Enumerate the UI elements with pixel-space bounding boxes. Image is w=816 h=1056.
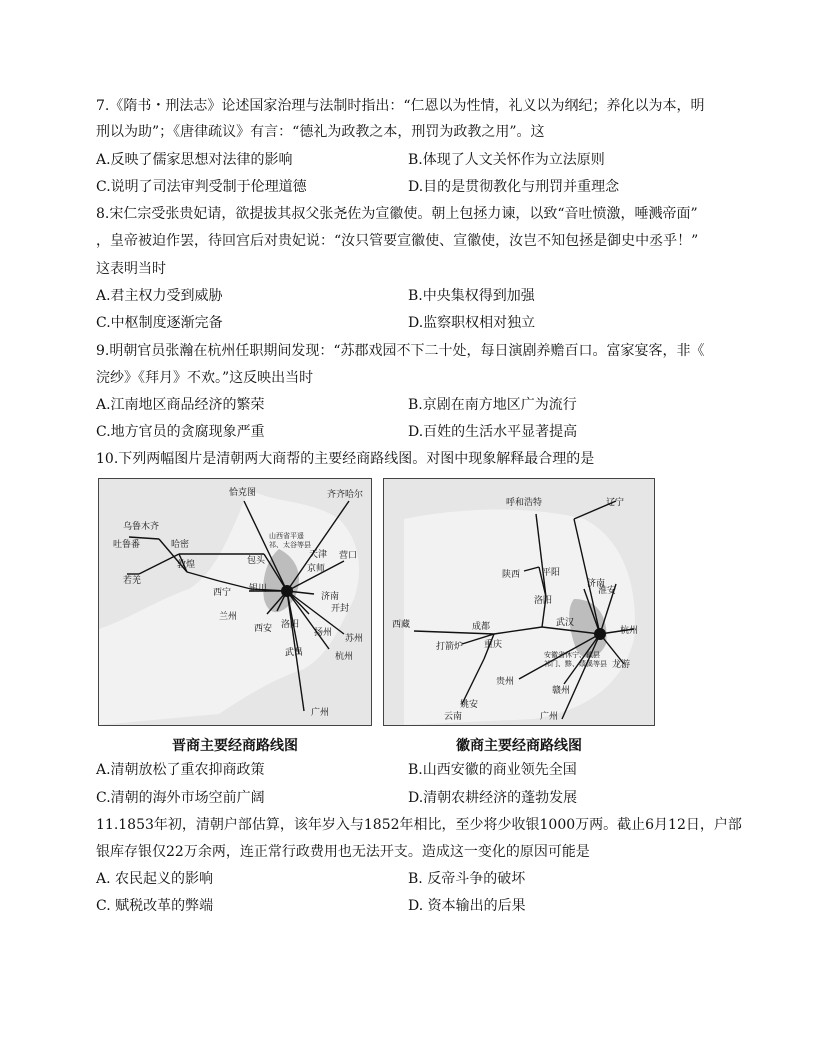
svg-text:扬州: 扬州: [314, 628, 333, 638]
svg-text:山西省平遥: 山西省平遥: [269, 532, 304, 540]
svg-text:天津: 天津: [309, 550, 328, 560]
svg-text:若羌: 若羌: [123, 576, 142, 586]
hui-merchant-route-map: [383, 478, 655, 726]
q9-option-d[interactable]: D.百姓的生活水平显著提高: [408, 424, 578, 440]
svg-text:兰州: 兰州: [219, 612, 238, 622]
svg-text:洛阳: 洛阳: [281, 620, 300, 630]
svg-text:云南: 云南: [444, 712, 463, 722]
svg-text:西藏: 西藏: [392, 620, 411, 630]
q10-option-b[interactable]: B.山西安徽的商业领先全国: [408, 762, 577, 778]
jin-map-caption: 晋商主要经商路线图: [172, 738, 298, 754]
svg-text:吐鲁番: 吐鲁番: [113, 540, 141, 550]
q7-option-b[interactable]: B.体现了人文关怀作为立法原则: [408, 152, 605, 168]
q7-option-a[interactable]: A.反映了儒家思想对法律的影响: [96, 152, 293, 168]
svg-text:呼和浩特: 呼和浩特: [506, 498, 543, 508]
svg-text:银川: 银川: [249, 584, 268, 594]
q9-option-b[interactable]: B.京剧在南方地区广为流行: [408, 397, 577, 413]
svg-text:开封: 开封: [331, 604, 350, 614]
q11-option-b[interactable]: B. 反帝斗争的破坏: [408, 871, 526, 887]
q10-stem-line1: 10.下列两幅图片是清朝两大商帮的主要经商路线图。对图中现象解释最合理的是: [96, 451, 595, 467]
svg-text:西安: 西安: [254, 624, 273, 634]
q10-option-d[interactable]: D.清朝农耕经济的蓬勃发展: [408, 790, 578, 806]
jin-merchant-route-map: [98, 478, 372, 726]
svg-text:淮安: 淮安: [598, 586, 617, 596]
svg-text:齐齐哈尔: 齐齐哈尔: [327, 490, 364, 500]
q7-option-d[interactable]: D.目的是贯彻教化与刑罚并重理念: [408, 179, 620, 195]
svg-text:打箭炉: 打箭炉: [436, 642, 464, 652]
q8-stem-line2: ，皇帝被迫作罢，待回宫后对贵妃说：“汝只管要宣徽使、宣徽使，汝岂不知包拯是御史中丞乎！”: [96, 233, 699, 249]
svg-text:武昌: 武昌: [285, 648, 304, 658]
q9-stem-line2: 浣纱》《拜月》不欢。”这反映出当时: [96, 370, 314, 386]
svg-text:哈密: 哈密: [171, 540, 190, 550]
svg-text:西宁: 西宁: [213, 588, 232, 598]
svg-text:平阳: 平阳: [542, 568, 561, 578]
svg-text:济南: 济南: [321, 592, 340, 602]
svg-text:祁、太谷等县: 祁、太谷等县: [269, 541, 311, 549]
q11-option-c[interactable]: C. 赋税改革的弊端: [96, 898, 214, 914]
svg-text:营口: 营口: [339, 551, 358, 561]
svg-text:杭州: 杭州: [620, 626, 639, 636]
q11-option-a[interactable]: A. 农民起义的影响: [96, 871, 214, 887]
svg-text:苏州: 苏州: [345, 634, 364, 644]
q8-stem-line3: 这表明当时: [96, 261, 166, 277]
q11-option-d[interactable]: D. 资本输出的后果: [408, 898, 526, 914]
q11-stem-line2: 银库存银仅22万余两，连正常行政费用也无法开支。造成这一变化的原因可能是: [96, 844, 590, 860]
q9-stem-line1: 9.明朝官员张瀚在杭州任职期间发现：“苏郡戏园不下二十处，每日演剧养赡百口。富家宴客，非《: [96, 343, 705, 359]
svg-text:重庆: 重庆: [484, 640, 503, 650]
q8-option-a[interactable]: A.君主权力受到威胁: [96, 288, 223, 304]
svg-text:贵州: 贵州: [496, 677, 515, 687]
hui-hub-marker: [594, 628, 606, 640]
q8-option-b[interactable]: B.中央集权得到加强: [408, 288, 535, 304]
q10-option-a[interactable]: A.清朝放松了重农抑商政策: [96, 762, 265, 778]
q8-option-c[interactable]: C.中枢制度逐渐完备: [96, 315, 223, 331]
q7-stem-line2: 刑以为助”；《唐律疏议》有言：“德礼为政教之本，刑罚为政教之用”。这: [96, 124, 545, 140]
svg-text:杭州: 杭州: [335, 652, 354, 662]
svg-text:成都: 成都: [472, 622, 491, 632]
q7-stem-line1: 7.《隋书・刑法志》论述国家治理与法制时指出：“仁恩以为性情，礼义以为纲纪；养化以为本，明: [96, 98, 705, 114]
svg-text:济南: 济南: [587, 579, 606, 589]
svg-text:乌鲁木齐: 乌鲁木齐: [123, 522, 160, 532]
svg-text:姚安: 姚安: [460, 700, 479, 710]
svg-text:京师: 京师: [307, 564, 326, 574]
hui-map-caption: 徽商主要经商路线图: [456, 738, 582, 754]
svg-text:武汉: 武汉: [556, 618, 575, 628]
svg-text:赣州: 赣州: [552, 686, 571, 696]
svg-text:陕西: 陕西: [502, 570, 521, 580]
svg-text:辽宁: 辽宁: [606, 498, 625, 508]
svg-text:广州: 广州: [540, 712, 559, 722]
svg-text:广州: 广州: [311, 708, 330, 718]
svg-text:龙游: 龙游: [612, 660, 631, 670]
svg-text:敦煌: 敦煌: [177, 560, 196, 570]
svg-text:安徽省休宁、歙县: 安徽省休宁、歙县: [544, 651, 600, 659]
svg-text:包头: 包头: [247, 556, 266, 566]
q7-option-c[interactable]: C.说明了司法审判受制于伦理道德: [96, 179, 307, 195]
svg-text:洛阳: 洛阳: [534, 596, 553, 606]
q11-stem-line1: 11.1853年初，清朝户部估算，该年岁入与1852年相比，至少将少收银1000万两。截止6月12日，户部: [96, 817, 742, 833]
q8-option-d[interactable]: D.监察职权相对独立: [408, 315, 536, 331]
jin-hub-marker: [281, 585, 293, 597]
q10-option-c[interactable]: C.清朝的海外市场空前广阔: [96, 790, 265, 806]
q9-option-c[interactable]: C.地方官员的贪腐现象严重: [96, 424, 265, 440]
q8-stem-line1: 8.宋仁宗受张贵妃请，欲提拔其叔父张尧佐为宣徽使。朝上包拯力谏，以致“音吐愤激，唾溅帝面”: [96, 206, 698, 222]
q9-option-a[interactable]: A.江南地区商品经济的繁荣: [96, 397, 265, 413]
svg-text:祁门、黟、绩溪等县: 祁门、黟、绩溪等县: [544, 660, 607, 668]
svg-text:恰克图: 恰克图: [229, 488, 257, 498]
